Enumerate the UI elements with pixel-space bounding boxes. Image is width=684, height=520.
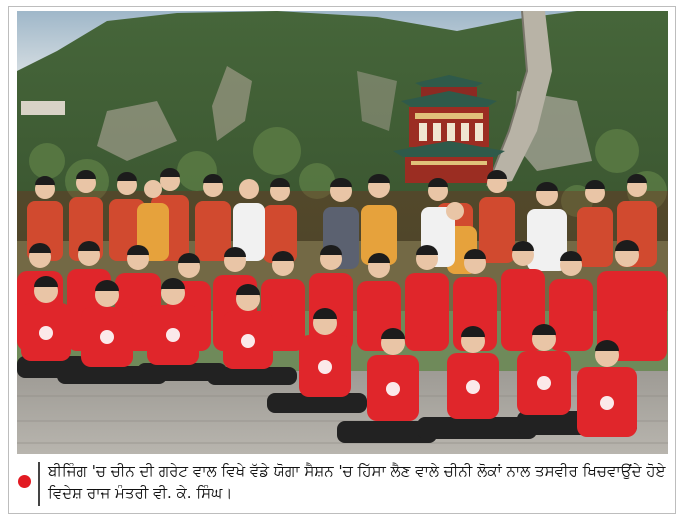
distant-building [21, 101, 65, 115]
photo-caption-bar [12, 460, 672, 508]
photo-caption: ਬੀਜਿੰਗ 'ਚ ਚੀਨ ਦੀ ਗਰੇਟ ਵਾਲ ਵਿਖੇ ਵੱਡੇ ਯੋਗਾ ਸੈਸ਼ਨ 'ਚ ਹਿੱਸਾ ਲੈਣ ਵਾਲੇ ਚੀਨੀ ਲੋਕਾਂ ਨਾਲ ਤਸਵੀਰ ਖਿਚਵਾਉਂਦੇ ਹੋਏ ਵਿਦੇਸ਼ ਰਾਜ ਮੰਤਰੀ ਵੀ. ਕੇ. ਸਿੰਘ। [48, 462, 666, 502]
group-photo [17, 11, 668, 454]
caption-divider [38, 462, 40, 506]
photo-illustration [17, 11, 668, 454]
red-bullet-icon [18, 475, 31, 488]
